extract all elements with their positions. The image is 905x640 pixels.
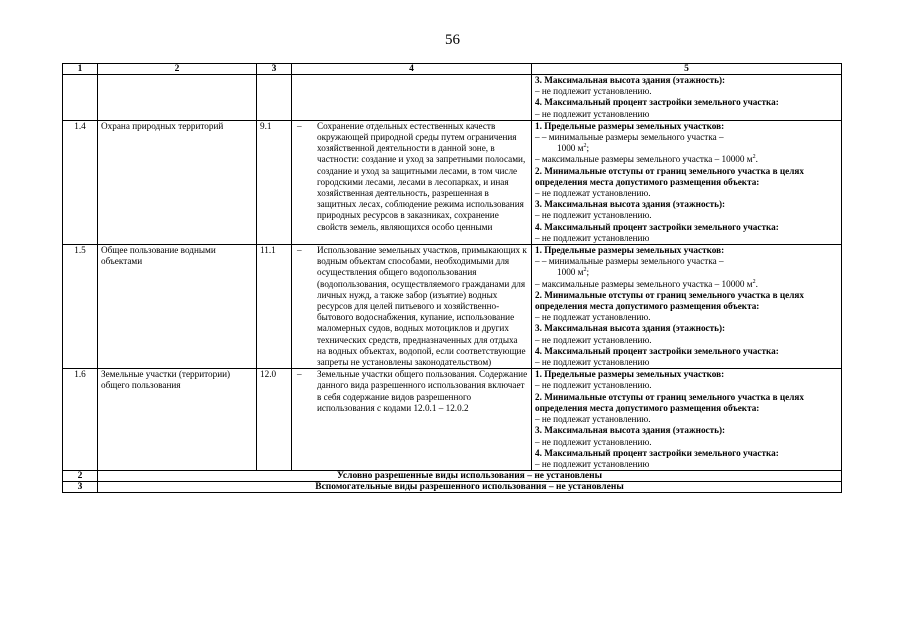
params-cell <box>532 75 842 121</box>
table-row <box>63 369 842 471</box>
description-text: Использование земельных участков, примыкающих к водным объектам способами, необходимыми для осуществления общего водопользования (водопользования, осуществляемого гражданами для личных нужд, а также забор (изъятие) водных ресурсов для целей питьевого и хозяйственно-бытового водоснабжения, купание, использование маломерных судов, водных мотоциклов и других технических средств, предназначенных для отдыха на водных объектах, водопой, если соответствующие запреты не установлены законодательством) <box>317 245 527 368</box>
params-cell <box>532 369 842 471</box>
param-heading: 3. Максимальная высота здания (этажность): <box>535 75 726 85</box>
land-use-table <box>62 63 842 493</box>
param-value: – не подлежит установлению <box>535 357 650 368</box>
param-heading: 3. Максимальная высота здания (этажность): <box>535 323 726 334</box>
use-code: 11.1 <box>257 245 292 369</box>
cell-empty <box>98 75 257 121</box>
param-value: 1000 $м^2$; <box>557 143 590 154</box>
param-heading: 1. Предельные размеры земельных участков: <box>535 245 725 256</box>
param-heading: 1. Предельные размеры земельных участков: <box>535 120 725 131</box>
description-text: Сохранение отдельных естественных качеств окружающей природной среды путем ограничения хозяйственной деятельности в данной зоне, в частности: создание и уход за запретными полосами, создание и уход за защитными лесами, в том числе городскими лесами, лесами в лесопарках, и иная хозяйственная деятельность, разрешенная в защитных лесах, соблюдение режима использования природных ресурсов в заказниках, сохранение свойств земель, являющихся особо ценными <box>317 120 526 232</box>
param-value: – не подлежат установлению. <box>535 312 651 323</box>
section-number: 3 <box>63 482 98 493</box>
header-col-1: 1 <box>63 64 98 75</box>
param-value: 1000 $м^2$; <box>557 267 590 278</box>
param-heading: 1. Предельные размеры земельных участков: <box>535 369 725 380</box>
dash-marker: – <box>297 120 302 131</box>
table-row-continuation <box>63 75 842 121</box>
param-heading: 2. Минимальные отступы от границ земельного участка в целях определения места допустимого размещения объекта: <box>535 391 804 413</box>
section-title: Условно разрешенные виды использования – не установлены <box>98 471 842 482</box>
use-description <box>292 120 532 244</box>
param-value: – максимальные размеры земельного участка – 10000 $м^2$. <box>535 278 758 289</box>
use-name: Охрана природных территорий <box>98 120 257 244</box>
param-value: – максимальные размеры земельного участка – 10000 $м^2$. <box>535 154 758 165</box>
params-cell <box>532 245 842 369</box>
param-heading: 2. Минимальные отступы от границ земельного участка в целях определения места допустимого размещения объекта: <box>535 289 804 312</box>
header-col-2: 2 <box>98 64 257 75</box>
param-value: – – минимальные размеры земельного участка – <box>535 132 724 143</box>
param-value: – не подлежат установлению. <box>535 188 651 199</box>
section-title: Вспомогательные виды разрешенного использования – не установлены <box>98 482 842 493</box>
use-name: Общее пользование водными объектами <box>98 245 257 369</box>
table-header-row <box>63 64 842 75</box>
table-row <box>63 245 842 369</box>
param-heading: 4. Максимальный процент застройки земельного участка: <box>535 221 779 232</box>
use-code: 12.0 <box>257 369 292 471</box>
param-value: – не подлежит установлению. <box>535 86 652 97</box>
section-number: 2 <box>63 471 98 482</box>
table-row <box>63 120 842 244</box>
param-value: – не подлежит установлению. <box>535 380 652 391</box>
param-value: – не подлежит установлению <box>535 108 650 119</box>
header-col-4: 4 <box>292 64 532 75</box>
row-number: 1.6 <box>63 369 98 471</box>
header-col-5: 5 <box>532 64 842 75</box>
section-row <box>63 482 842 493</box>
description-text: Земельные участки общего пользования. Содержание данного вида разрешенного использования включает в себя содержание видов разрешенного использования с кодами 12.0.1 – 12.0.2 <box>317 369 528 413</box>
dash-marker: – <box>297 245 302 256</box>
param-value: – не подлежит установлению <box>535 458 650 469</box>
param-heading: 2. Минимальные отступы от границ земельного участка в целях определения места допустимого размещения объекта: <box>535 165 804 187</box>
row-number: 1.4 <box>63 120 98 244</box>
header-col-3: 3 <box>257 64 292 75</box>
param-value: – не подлежит установлению <box>535 232 650 243</box>
page-number: 56 <box>445 32 460 48</box>
use-name: Земельные участки (территории) общего пользования <box>98 369 257 471</box>
cell-empty <box>257 75 292 121</box>
dash-marker: – <box>297 369 302 380</box>
param-value: – не подлежат установлению. <box>535 414 651 425</box>
use-description <box>292 369 532 471</box>
param-heading: 3. Максимальная высота здания (этажность): <box>535 425 726 436</box>
use-description <box>292 245 532 369</box>
param-heading: 4. Максимальный процент застройки земельного участка: <box>535 345 779 356</box>
param-value: – не подлежит установлению. <box>535 436 652 447</box>
param-value: – – минимальные размеры земельного участка – <box>535 256 724 267</box>
param-heading: 4. Максимальный процент застройки земельного участка: <box>535 97 779 108</box>
param-value: – не подлежит установлению. <box>535 210 652 221</box>
use-code: 9.1 <box>257 120 292 244</box>
cell-empty <box>292 75 532 121</box>
params-cell <box>532 120 842 244</box>
cell-empty <box>63 75 98 121</box>
param-heading: 4. Максимальный процент застройки земельного участка: <box>535 447 779 458</box>
row-number: 1.5 <box>63 245 98 369</box>
section-row <box>63 471 842 482</box>
param-value: – не подлежит установлению. <box>535 334 652 345</box>
param-heading: 3. Максимальная высота здания (этажность): <box>535 199 726 210</box>
